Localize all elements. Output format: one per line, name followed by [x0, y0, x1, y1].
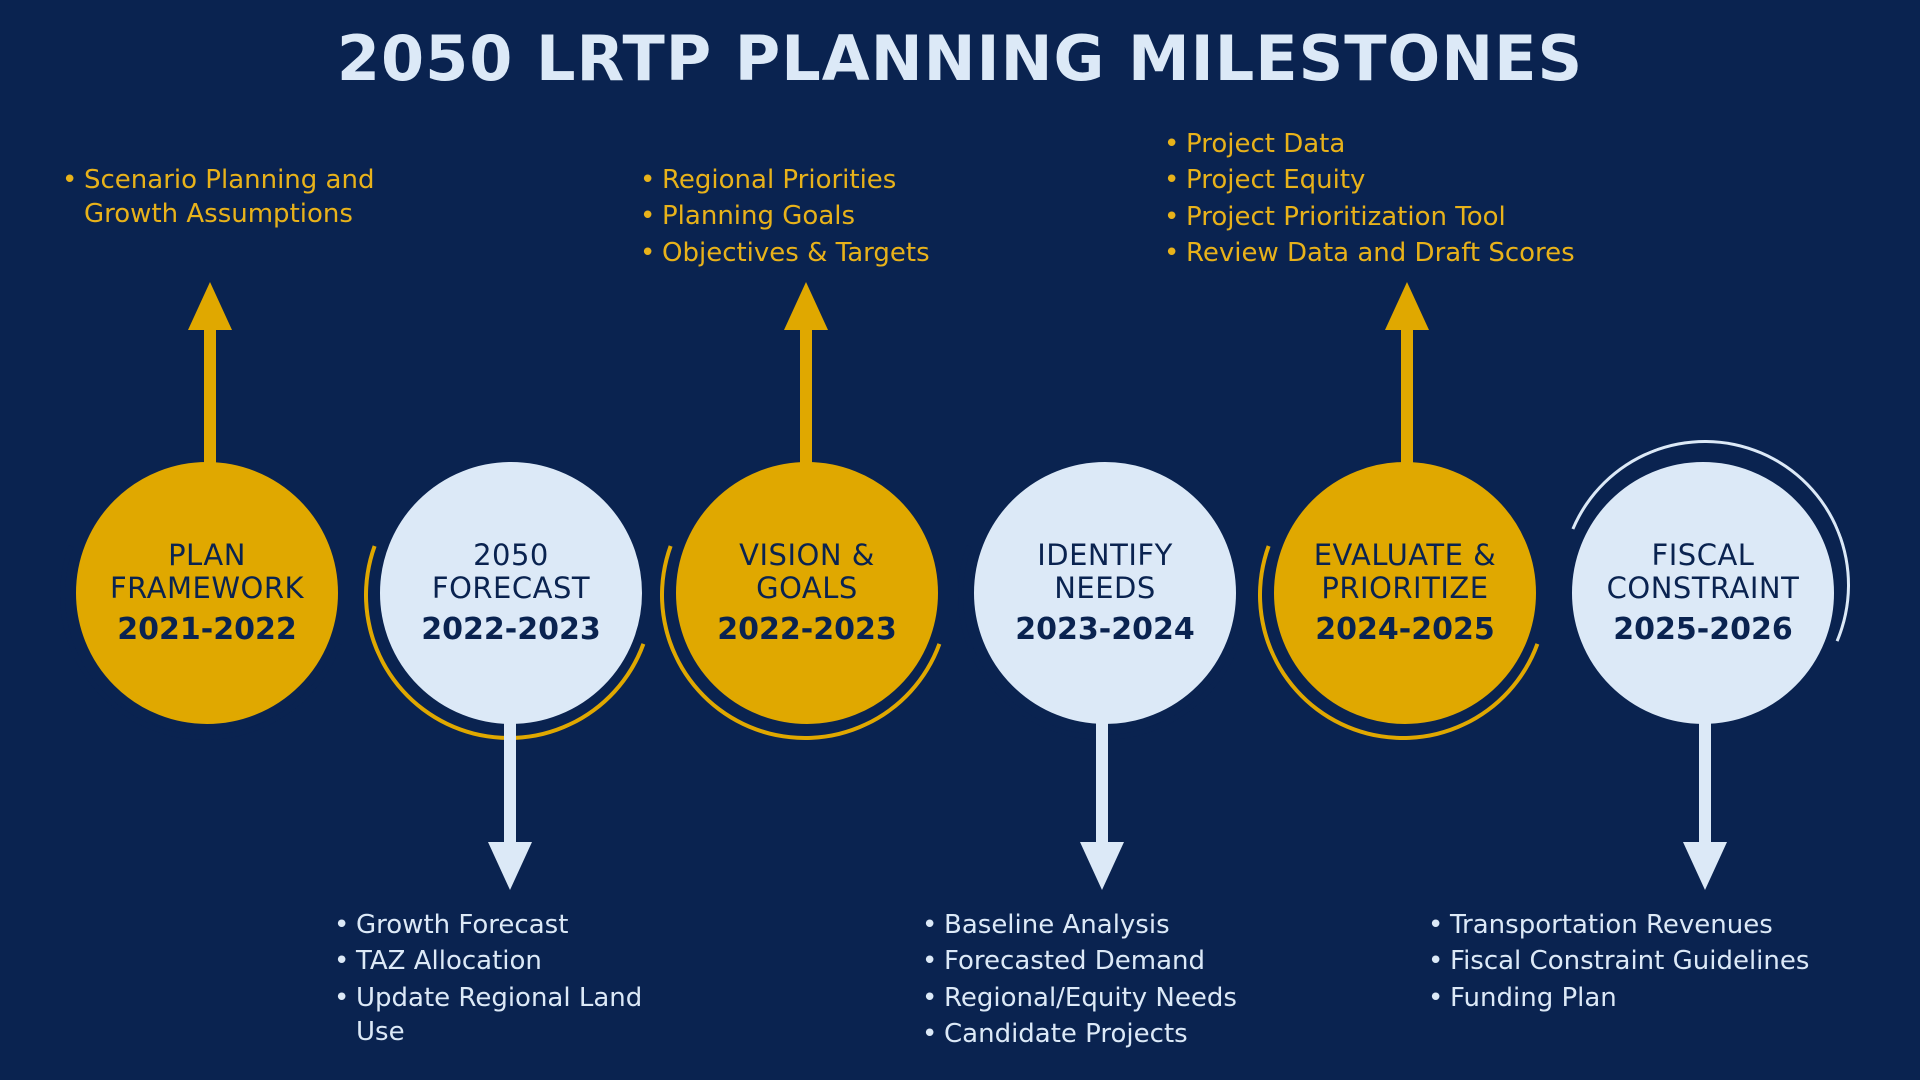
callout-fiscal-constraint [1424, 908, 1894, 1017]
milestone-name: EVALUATE & PRIORITIZE [1313, 538, 1497, 605]
milestone-node-fiscal-constraint[interactable] [1572, 462, 1834, 724]
milestone-name: FISCAL CONSTRAINT [1606, 538, 1800, 605]
callout-forecast [330, 908, 670, 1051]
milestone-node-evaluate-prioritize[interactable] [1274, 462, 1536, 724]
arrow-down-icon-fiscal-constraint [1683, 700, 1727, 890]
callout-item: • Regional Priorities [636, 163, 1036, 197]
callout-item: • Objectives & Targets [636, 236, 1036, 270]
callout-item: • Project Prioritization Tool [1160, 200, 1720, 234]
milestone-years: 2025-2026 [1613, 612, 1793, 648]
callout-item: • Forecasted Demand [918, 944, 1318, 978]
callout-item: • Funding Plan [1424, 981, 1894, 1015]
callout-item: • Transportation Revenues [1424, 908, 1894, 942]
page-title: 2050 LRTP PLANNING MILESTONES [336, 22, 1584, 95]
callout-identify-needs [918, 908, 1318, 1053]
arrow-down-icon-forecast [488, 700, 532, 890]
callout-item: • Planning Goals [636, 199, 1036, 233]
callout-item: • TAZ Allocation [330, 944, 670, 978]
milestone-years: 2023-2024 [1015, 612, 1195, 648]
callout-item: • Project Equity [1160, 163, 1720, 197]
milestone-node-identify-needs[interactable] [974, 462, 1236, 724]
milestone-name: VISION & GOALS [739, 538, 875, 605]
milestone-node-forecast[interactable] [380, 462, 642, 724]
milestone-name: IDENTIFY NEEDS [1037, 538, 1173, 605]
callout-item: • Candidate Projects [918, 1017, 1318, 1051]
callout-item: • Update Regional Land Use [330, 981, 670, 1050]
callout-plan-framework [58, 163, 418, 234]
callout-item: • Scenario Planning and Growth Assumptions [58, 163, 418, 232]
callout-item: • Fiscal Constraint Guidelines [1424, 944, 1894, 978]
callout-item: • Baseline Analysis [918, 908, 1318, 942]
arrow-down-icon-identify-needs [1080, 700, 1124, 890]
callout-item: • Project Data [1160, 127, 1720, 161]
milestone-node-vision-goals[interactable] [676, 462, 938, 724]
milestone-name: 2050 FORECAST [431, 538, 591, 605]
milestone-years: 2022-2023 [421, 612, 601, 648]
milestone-years: 2022-2023 [717, 612, 897, 648]
milestone-node-plan-framework[interactable] [76, 462, 338, 724]
callout-item: • Regional/Equity Needs [918, 981, 1318, 1015]
callout-item: • Growth Forecast [330, 908, 670, 942]
milestone-name: PLAN FRAMEWORK [109, 538, 304, 605]
milestone-years: 2024-2025 [1315, 612, 1495, 648]
milestone-years: 2021-2022 [117, 612, 297, 648]
callout-item: • Review Data and Draft Scores [1160, 236, 1720, 270]
callout-vision-goals [636, 163, 1036, 272]
callout-evaluate-prioritize [1160, 127, 1720, 272]
